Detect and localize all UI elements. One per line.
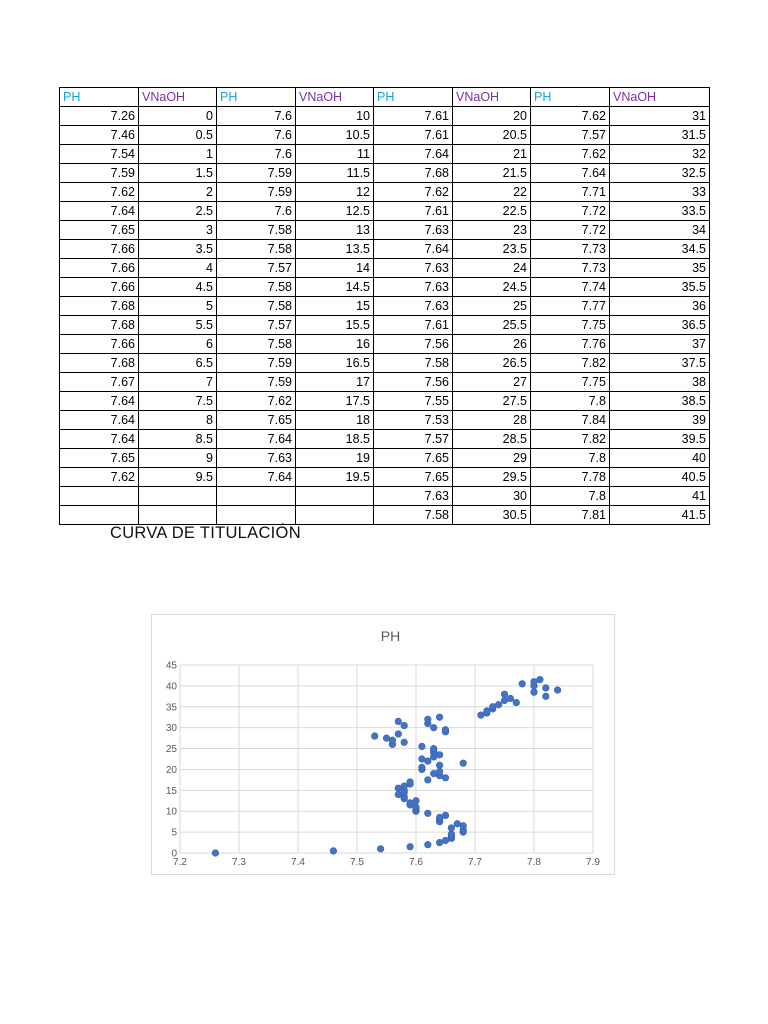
y-tick-label: 0 xyxy=(171,848,177,860)
table-row xyxy=(60,259,710,278)
cell-ph: 7.72 xyxy=(531,221,610,240)
cell-vnaoh: 23.5 xyxy=(453,240,531,259)
cell-ph: 7.56 xyxy=(374,373,453,392)
data-point xyxy=(531,689,538,696)
cell-vnaoh: 17.5 xyxy=(296,392,374,411)
cell-vnaoh: 33.5 xyxy=(610,202,710,221)
cell-ph: 7.76 xyxy=(531,335,610,354)
cell-ph: 7.63 xyxy=(217,449,296,468)
data-point xyxy=(507,695,514,702)
data-point xyxy=(383,735,390,742)
cell-vnaoh: 25 xyxy=(453,297,531,316)
cell-vnaoh: 28 xyxy=(453,411,531,430)
table-header-row xyxy=(60,88,710,107)
cell-ph: 7.64 xyxy=(217,468,296,487)
table-row xyxy=(60,487,710,506)
cell-ph: 7.66 xyxy=(60,240,139,259)
table-row xyxy=(60,392,710,411)
data-point xyxy=(501,691,508,698)
table-row xyxy=(60,164,710,183)
x-tick-label: 7.9 xyxy=(586,857,600,868)
cell-ph: 7.8 xyxy=(531,487,610,506)
cell-vnaoh: 0.5 xyxy=(139,126,217,145)
cell-vnaoh: 39.5 xyxy=(610,430,710,449)
data-point xyxy=(436,714,443,721)
cell-ph: 7.68 xyxy=(60,354,139,373)
table-row xyxy=(60,221,710,240)
cell-ph: 7.78 xyxy=(531,468,610,487)
cell-vnaoh: 36 xyxy=(610,297,710,316)
cell-vnaoh: 8 xyxy=(139,411,217,430)
cell-ph: 7.71 xyxy=(531,183,610,202)
cell-ph: 7.58 xyxy=(217,278,296,297)
cell-ph: 7.73 xyxy=(531,259,610,278)
data-point xyxy=(430,724,437,731)
data-point xyxy=(395,718,402,725)
cell-vnaoh: 30.5 xyxy=(453,506,531,525)
y-tick-label: 5 xyxy=(171,827,177,839)
cell-vnaoh: 7.5 xyxy=(139,392,217,411)
data-point xyxy=(395,731,402,738)
cell-ph: 7.59 xyxy=(217,373,296,392)
table-row xyxy=(60,373,710,392)
cell-vnaoh: 12 xyxy=(296,183,374,202)
cell-vnaoh xyxy=(296,487,374,506)
cell-vnaoh: 13.5 xyxy=(296,240,374,259)
cell-vnaoh: 3.5 xyxy=(139,240,217,259)
cell-ph: 7.81 xyxy=(531,506,610,525)
data-point xyxy=(519,681,526,688)
header-ph: PH xyxy=(374,88,453,107)
cell-ph: 7.6 xyxy=(217,107,296,126)
x-tick-label: 7.2 xyxy=(173,857,187,868)
cell-vnaoh: 5.5 xyxy=(139,316,217,335)
cell-ph: 7.62 xyxy=(531,107,610,126)
data-point xyxy=(460,760,467,767)
data-point xyxy=(543,693,550,700)
data-point xyxy=(413,797,420,804)
cell-ph: 7.63 xyxy=(374,221,453,240)
cell-ph: 7.66 xyxy=(60,335,139,354)
cell-ph: 7.6 xyxy=(217,126,296,145)
table-row xyxy=(60,354,710,373)
header-vnaoh: VNaOH xyxy=(139,88,217,107)
cell-vnaoh: 14 xyxy=(296,259,374,278)
cell-ph: 7.59 xyxy=(217,183,296,202)
cell-ph: 7.64 xyxy=(374,145,453,164)
cell-vnaoh: 33 xyxy=(610,183,710,202)
cell-ph: 7.64 xyxy=(60,392,139,411)
cell-vnaoh: 28.5 xyxy=(453,430,531,449)
cell-vnaoh: 1 xyxy=(139,145,217,164)
cell-vnaoh: 9.5 xyxy=(139,468,217,487)
table-row xyxy=(60,430,710,449)
cell-vnaoh: 6 xyxy=(139,335,217,354)
table-row xyxy=(60,278,710,297)
cell-ph: 7.63 xyxy=(374,487,453,506)
cell-vnaoh: 32.5 xyxy=(610,164,710,183)
page-title: CURVA DE TITULACIÓN xyxy=(110,524,301,542)
cell-vnaoh: 40.5 xyxy=(610,468,710,487)
cell-ph: 7.57 xyxy=(217,259,296,278)
data-point xyxy=(407,779,414,786)
cell-vnaoh: 29 xyxy=(453,449,531,468)
x-tick-label: 7.3 xyxy=(232,857,246,868)
cell-ph: 7.46 xyxy=(60,126,139,145)
table-row xyxy=(60,297,710,316)
cell-ph: 7.57 xyxy=(531,126,610,145)
cell-vnaoh: 15.5 xyxy=(296,316,374,335)
cell-ph: 7.64 xyxy=(531,164,610,183)
cell-vnaoh: 34 xyxy=(610,221,710,240)
x-tick-label: 7.4 xyxy=(291,857,305,868)
cell-vnaoh: 29.5 xyxy=(453,468,531,487)
data-point xyxy=(442,726,449,733)
cell-ph: 7.64 xyxy=(60,202,139,221)
cell-vnaoh: 24 xyxy=(453,259,531,278)
cell-ph: 7.75 xyxy=(531,373,610,392)
cell-ph: 7.59 xyxy=(60,164,139,183)
cell-ph: 7.54 xyxy=(60,145,139,164)
data-point xyxy=(448,831,455,838)
cell-vnaoh: 10 xyxy=(296,107,374,126)
cell-vnaoh: 20.5 xyxy=(453,126,531,145)
cell-vnaoh: 22 xyxy=(453,183,531,202)
data-point xyxy=(495,701,502,708)
cell-vnaoh: 17 xyxy=(296,373,374,392)
data-point xyxy=(371,733,378,740)
scatter-chart xyxy=(151,614,615,875)
cell-ph xyxy=(60,487,139,506)
cell-ph: 7.84 xyxy=(531,411,610,430)
cell-ph: 7.61 xyxy=(374,126,453,145)
cell-vnaoh: 31 xyxy=(610,107,710,126)
data-point xyxy=(442,812,449,819)
cell-vnaoh: 38.5 xyxy=(610,392,710,411)
y-tick-label: 15 xyxy=(165,785,177,797)
cell-vnaoh: 20 xyxy=(453,107,531,126)
cell-vnaoh: 2 xyxy=(139,183,217,202)
cell-ph: 7.62 xyxy=(531,145,610,164)
chart-svg xyxy=(152,615,616,876)
cell-vnaoh: 4 xyxy=(139,259,217,278)
cell-vnaoh: 27.5 xyxy=(453,392,531,411)
cell-ph: 7.65 xyxy=(60,449,139,468)
cell-vnaoh: 27 xyxy=(453,373,531,392)
data-point xyxy=(419,764,426,771)
cell-ph: 7.56 xyxy=(374,335,453,354)
cell-vnaoh: 34.5 xyxy=(610,240,710,259)
x-tick-label: 7.7 xyxy=(468,857,482,868)
cell-ph: 7.58 xyxy=(374,354,453,373)
cell-vnaoh: 21.5 xyxy=(453,164,531,183)
header-vnaoh: VNaOH xyxy=(453,88,531,107)
cell-ph: 7.64 xyxy=(217,430,296,449)
cell-vnaoh: 35.5 xyxy=(610,278,710,297)
x-tick-label: 7.5 xyxy=(350,857,364,868)
cell-vnaoh: 40 xyxy=(610,449,710,468)
cell-vnaoh: 8.5 xyxy=(139,430,217,449)
cell-ph: 7.8 xyxy=(531,392,610,411)
cell-vnaoh: 21 xyxy=(453,145,531,164)
cell-vnaoh: 0 xyxy=(139,107,217,126)
data-point xyxy=(401,722,408,729)
cell-ph: 7.58 xyxy=(217,297,296,316)
cell-vnaoh: 19 xyxy=(296,449,374,468)
data-point xyxy=(430,745,437,752)
table-row xyxy=(60,145,710,164)
cell-vnaoh: 22.5 xyxy=(453,202,531,221)
cell-vnaoh: 1.5 xyxy=(139,164,217,183)
cell-ph: 7.8 xyxy=(531,449,610,468)
table-row xyxy=(60,183,710,202)
cell-ph: 7.59 xyxy=(217,164,296,183)
table-row xyxy=(60,468,710,487)
cell-ph: 7.68 xyxy=(374,164,453,183)
table-row xyxy=(60,240,710,259)
data-point xyxy=(330,848,337,855)
header-ph: PH xyxy=(60,88,139,107)
table-row xyxy=(60,202,710,221)
y-tick-label: 25 xyxy=(165,744,177,756)
cell-ph: 7.58 xyxy=(217,240,296,259)
data-point xyxy=(425,810,432,817)
cell-vnaoh: 7 xyxy=(139,373,217,392)
cell-ph: 7.82 xyxy=(531,430,610,449)
data-point xyxy=(425,716,432,723)
cell-vnaoh: 41 xyxy=(610,487,710,506)
data-point xyxy=(425,841,432,848)
cell-vnaoh: 11 xyxy=(296,145,374,164)
cell-ph: 7.63 xyxy=(374,278,453,297)
cell-vnaoh: 14.5 xyxy=(296,278,374,297)
cell-vnaoh xyxy=(296,506,374,525)
cell-ph: 7.62 xyxy=(60,183,139,202)
y-tick-label: 30 xyxy=(165,723,177,735)
cell-vnaoh: 6.5 xyxy=(139,354,217,373)
cell-ph xyxy=(217,487,296,506)
cell-vnaoh: 36.5 xyxy=(610,316,710,335)
cell-vnaoh: 26.5 xyxy=(453,354,531,373)
cell-ph: 7.65 xyxy=(374,449,453,468)
data-point xyxy=(454,820,461,827)
cell-vnaoh: 32 xyxy=(610,145,710,164)
header-vnaoh: VNaOH xyxy=(610,88,710,107)
cell-vnaoh: 15 xyxy=(296,297,374,316)
data-point xyxy=(419,756,426,763)
cell-ph: 7.75 xyxy=(531,316,610,335)
y-tick-label: 20 xyxy=(165,764,177,776)
cell-ph: 7.73 xyxy=(531,240,610,259)
cell-vnaoh xyxy=(139,506,217,525)
cell-vnaoh: 16 xyxy=(296,335,374,354)
data-point xyxy=(377,846,384,853)
cell-ph: 7.66 xyxy=(60,278,139,297)
data-point xyxy=(436,768,443,775)
cell-vnaoh: 2.5 xyxy=(139,202,217,221)
data-table xyxy=(59,87,710,525)
cell-vnaoh: 41.5 xyxy=(610,506,710,525)
cell-ph: 7.58 xyxy=(217,335,296,354)
cell-ph: 7.26 xyxy=(60,107,139,126)
data-point xyxy=(537,676,544,683)
cell-vnaoh: 3 xyxy=(139,221,217,240)
cell-ph: 7.61 xyxy=(374,107,453,126)
y-tick-label: 40 xyxy=(165,681,177,693)
x-tick-label: 7.6 xyxy=(409,857,423,868)
cell-ph: 7.65 xyxy=(60,221,139,240)
cell-vnaoh: 11.5 xyxy=(296,164,374,183)
cell-ph: 7.57 xyxy=(374,430,453,449)
cell-ph: 7.72 xyxy=(531,202,610,221)
cell-ph: 7.62 xyxy=(60,468,139,487)
cell-ph: 7.63 xyxy=(374,259,453,278)
data-point xyxy=(513,699,520,706)
cell-ph: 7.61 xyxy=(374,202,453,221)
cell-vnaoh: 37 xyxy=(610,335,710,354)
cell-vnaoh: 31.5 xyxy=(610,126,710,145)
data-point xyxy=(401,739,408,746)
cell-ph: 7.65 xyxy=(374,468,453,487)
cell-ph: 7.65 xyxy=(217,411,296,430)
data-point xyxy=(419,743,426,750)
cell-ph: 7.59 xyxy=(217,354,296,373)
cell-vnaoh: 24.5 xyxy=(453,278,531,297)
header-vnaoh: VNaOH xyxy=(296,88,374,107)
cell-ph: 7.53 xyxy=(374,411,453,430)
cell-vnaoh: 35 xyxy=(610,259,710,278)
table-row xyxy=(60,411,710,430)
cell-vnaoh: 25.5 xyxy=(453,316,531,335)
cell-ph xyxy=(60,506,139,525)
cell-ph: 7.6 xyxy=(217,145,296,164)
data-point xyxy=(448,825,455,832)
data-point xyxy=(425,777,432,784)
cell-ph: 7.6 xyxy=(217,202,296,221)
cell-vnaoh: 23 xyxy=(453,221,531,240)
header-ph: PH xyxy=(217,88,296,107)
y-tick-label: 10 xyxy=(165,806,177,818)
table-row xyxy=(60,335,710,354)
header-ph: PH xyxy=(531,88,610,107)
cell-vnaoh: 26 xyxy=(453,335,531,354)
cell-ph: 7.68 xyxy=(60,316,139,335)
cell-ph: 7.58 xyxy=(374,506,453,525)
cell-ph: 7.63 xyxy=(374,297,453,316)
x-tick-label: 7.8 xyxy=(527,857,541,868)
cell-ph: 7.61 xyxy=(374,316,453,335)
table-row xyxy=(60,126,710,145)
cell-ph: 7.57 xyxy=(217,316,296,335)
table-row xyxy=(60,449,710,468)
cell-ph: 7.66 xyxy=(60,259,139,278)
data-point xyxy=(543,685,550,692)
cell-vnaoh: 10.5 xyxy=(296,126,374,145)
cell-ph: 7.64 xyxy=(374,240,453,259)
data-point xyxy=(212,850,219,857)
table-row xyxy=(60,107,710,126)
table-row xyxy=(60,316,710,335)
cell-ph: 7.55 xyxy=(374,392,453,411)
cell-ph: 7.64 xyxy=(60,411,139,430)
cell-vnaoh: 30 xyxy=(453,487,531,506)
cell-ph: 7.58 xyxy=(217,221,296,240)
chart-title: PH xyxy=(380,628,401,644)
cell-vnaoh: 13 xyxy=(296,221,374,240)
cell-vnaoh: 4.5 xyxy=(139,278,217,297)
data-point xyxy=(554,687,561,694)
cell-ph: 7.74 xyxy=(531,278,610,297)
cell-vnaoh: 18 xyxy=(296,411,374,430)
cell-ph: 7.67 xyxy=(60,373,139,392)
cell-ph: 7.68 xyxy=(60,297,139,316)
cell-vnaoh: 37.5 xyxy=(610,354,710,373)
cell-vnaoh: 39 xyxy=(610,411,710,430)
cell-vnaoh: 16.5 xyxy=(296,354,374,373)
cell-vnaoh: 19.5 xyxy=(296,468,374,487)
cell-ph: 7.64 xyxy=(60,430,139,449)
cell-ph: 7.62 xyxy=(217,392,296,411)
cell-vnaoh xyxy=(139,487,217,506)
cell-vnaoh: 12.5 xyxy=(296,202,374,221)
cell-ph: 7.82 xyxy=(531,354,610,373)
cell-vnaoh: 9 xyxy=(139,449,217,468)
cell-vnaoh: 5 xyxy=(139,297,217,316)
cell-ph: 7.77 xyxy=(531,297,610,316)
y-tick-label: 45 xyxy=(165,660,177,672)
cell-ph: 7.62 xyxy=(374,183,453,202)
cell-vnaoh: 38 xyxy=(610,373,710,392)
cell-vnaoh: 18.5 xyxy=(296,430,374,449)
data-point xyxy=(436,762,443,769)
y-tick-label: 35 xyxy=(165,702,177,714)
data-point xyxy=(407,843,414,850)
cell-ph xyxy=(217,506,296,525)
table-row xyxy=(60,506,710,525)
